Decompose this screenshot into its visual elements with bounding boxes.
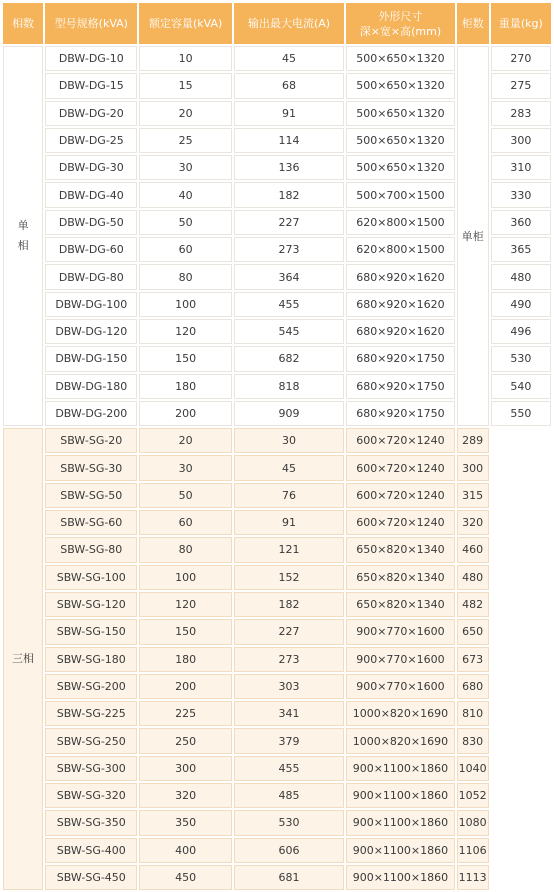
model-cell: SBW-SG-450 — [45, 865, 137, 890]
model-cell: SBW-SG-225 — [45, 701, 137, 726]
weight-cell: 530 — [491, 346, 551, 371]
weight-cell: 482 — [457, 592, 489, 617]
single-phase-group — [3, 46, 551, 426]
weight-cell: 283 — [491, 101, 551, 126]
table-row — [3, 865, 551, 890]
current-cell: 136 — [234, 155, 344, 180]
current-cell: 909 — [234, 401, 344, 426]
capacity-cell: 40 — [139, 182, 231, 207]
model-cell: DBW-DG-25 — [45, 128, 137, 153]
phase-label-three: 三相 — [3, 428, 43, 890]
weight-cell: 289 — [457, 428, 489, 453]
current-cell: 818 — [234, 374, 344, 399]
model-cell: SBW-SG-200 — [45, 674, 137, 699]
capacity-cell: 50 — [139, 483, 231, 508]
capacity-cell: 100 — [139, 565, 231, 590]
dimensions-cell: 620×800×1500 — [346, 237, 454, 262]
model-cell: SBW-SG-80 — [45, 537, 137, 562]
cabinet-cell: 单柜 — [457, 46, 489, 426]
table-row — [3, 619, 551, 644]
table-row — [3, 537, 551, 562]
dimensions-cell: 650×820×1340 — [346, 537, 454, 562]
current-cell: 273 — [234, 237, 344, 262]
capacity-cell: 200 — [139, 674, 231, 699]
model-cell: SBW-SG-120 — [45, 592, 137, 617]
capacity-cell: 250 — [139, 728, 231, 753]
dimensions-cell: 1000×820×1690 — [346, 728, 454, 753]
header-capacity: 额定容量(kVA) — [139, 3, 231, 44]
capacity-cell: 150 — [139, 619, 231, 644]
dimensions-cell: 500×650×1320 — [346, 101, 454, 126]
model-cell: DBW-DG-200 — [45, 401, 137, 426]
current-cell: 91 — [234, 101, 344, 126]
capacity-cell: 180 — [139, 374, 231, 399]
model-cell: SBW-SG-320 — [45, 783, 137, 808]
table-row — [3, 565, 551, 590]
current-cell: 45 — [234, 46, 344, 71]
weight-cell: 673 — [457, 647, 489, 672]
capacity-cell: 450 — [139, 865, 231, 890]
capacity-cell: 200 — [139, 401, 231, 426]
weight-cell: 1106 — [457, 838, 489, 863]
capacity-cell: 25 — [139, 128, 231, 153]
weight-cell: 1113 — [457, 865, 489, 890]
model-cell: DBW-DG-120 — [45, 319, 137, 344]
dimensions-cell: 600×720×1240 — [346, 428, 454, 453]
table-row — [3, 701, 551, 726]
weight-cell: 300 — [491, 128, 551, 153]
dimensions-cell: 600×720×1240 — [346, 455, 454, 480]
table-row — [3, 674, 551, 699]
current-cell: 455 — [234, 292, 344, 317]
current-cell: 182 — [234, 592, 344, 617]
dimensions-cell: 500×650×1320 — [346, 73, 454, 98]
current-cell: 681 — [234, 865, 344, 890]
current-cell: 91 — [234, 510, 344, 535]
capacity-cell: 120 — [139, 319, 231, 344]
header-current: 输出最大电流(A) — [234, 3, 344, 44]
header-dimensions-line1: 外形尺寸 — [378, 9, 423, 23]
capacity-cell: 30 — [139, 455, 231, 480]
current-cell: 114 — [234, 128, 344, 153]
dimensions-cell: 600×720×1240 — [346, 483, 454, 508]
current-cell: 152 — [234, 565, 344, 590]
weight-cell: 310 — [491, 155, 551, 180]
weight-cell: 490 — [491, 292, 551, 317]
weight-cell: 550 — [491, 401, 551, 426]
dimensions-cell: 500×650×1320 — [346, 46, 454, 71]
header-dimensions-line2: 深×宽×高(mm) — [359, 24, 442, 38]
header-weight: 重量(kg) — [491, 3, 551, 44]
current-cell: 379 — [234, 728, 344, 753]
dimensions-cell: 900×1100×1860 — [346, 810, 454, 835]
dimensions-cell: 680×920×1750 — [346, 346, 454, 371]
weight-cell: 830 — [457, 728, 489, 753]
capacity-cell: 10 — [139, 46, 231, 71]
model-cell: SBW-SG-400 — [45, 838, 137, 863]
current-cell: 364 — [234, 264, 344, 289]
spec-table-container — [1, 1, 553, 885]
table-row — [3, 756, 551, 781]
model-cell: SBW-SG-60 — [45, 510, 137, 535]
dimensions-cell: 900×1100×1860 — [346, 865, 454, 890]
capacity-cell: 120 — [139, 592, 231, 617]
table-row — [3, 428, 551, 453]
model-cell: SBW-SG-350 — [45, 810, 137, 835]
table-row — [3, 483, 551, 508]
weight-cell: 365 — [491, 237, 551, 262]
table-row — [3, 728, 551, 753]
capacity-cell: 100 — [139, 292, 231, 317]
capacity-cell: 80 — [139, 264, 231, 289]
weight-cell: 650 — [457, 619, 489, 644]
current-cell: 545 — [234, 319, 344, 344]
dimensions-cell: 680×920×1620 — [346, 319, 454, 344]
current-cell: 121 — [234, 537, 344, 562]
model-cell: SBW-SG-300 — [45, 756, 137, 781]
spec-table — [1, 1, 553, 892]
model-cell: SBW-SG-150 — [45, 619, 137, 644]
model-cell: DBW-DG-100 — [45, 292, 137, 317]
dimensions-cell: 650×820×1340 — [346, 592, 454, 617]
dimensions-cell: 680×920×1750 — [346, 401, 454, 426]
model-cell: DBW-DG-10 — [45, 46, 137, 71]
dimensions-cell: 500×650×1320 — [346, 155, 454, 180]
model-cell: SBW-SG-250 — [45, 728, 137, 753]
weight-cell: 275 — [491, 73, 551, 98]
dimensions-cell: 900×770×1600 — [346, 674, 454, 699]
table-row — [3, 838, 551, 863]
phase-label-single: 单 相 — [3, 46, 43, 426]
current-cell: 682 — [234, 346, 344, 371]
weight-cell: 330 — [491, 182, 551, 207]
dimensions-cell: 900×770×1600 — [346, 619, 454, 644]
capacity-cell: 50 — [139, 210, 231, 235]
dimensions-cell: 650×820×1340 — [346, 565, 454, 590]
model-cell: DBW-DG-30 — [45, 155, 137, 180]
header-model: 型号规格(kVA) — [45, 3, 137, 44]
current-cell: 182 — [234, 182, 344, 207]
current-cell: 606 — [234, 838, 344, 863]
model-cell: DBW-DG-80 — [45, 264, 137, 289]
capacity-cell: 300 — [139, 756, 231, 781]
dimensions-cell: 900×1100×1860 — [346, 783, 454, 808]
weight-cell: 540 — [491, 374, 551, 399]
current-cell: 227 — [234, 619, 344, 644]
table-row — [3, 783, 551, 808]
weight-cell: 300 — [457, 455, 489, 480]
model-cell: SBW-SG-20 — [45, 428, 137, 453]
weight-cell: 1052 — [457, 783, 489, 808]
weight-cell: 360 — [491, 210, 551, 235]
weight-cell: 460 — [457, 537, 489, 562]
model-cell: DBW-DG-40 — [45, 182, 137, 207]
header-row — [3, 3, 551, 44]
weight-cell: 320 — [457, 510, 489, 535]
weight-cell: 480 — [457, 565, 489, 590]
model-cell: DBW-DG-20 — [45, 101, 137, 126]
table-row — [3, 592, 551, 617]
capacity-cell: 80 — [139, 537, 231, 562]
model-cell: DBW-DG-50 — [45, 210, 137, 235]
weight-cell: 496 — [491, 319, 551, 344]
model-cell: SBW-SG-30 — [45, 455, 137, 480]
header-cabinet: 柜数 — [457, 3, 489, 44]
capacity-cell: 30 — [139, 155, 231, 180]
capacity-cell: 60 — [139, 510, 231, 535]
model-cell: DBW-DG-60 — [45, 237, 137, 262]
weight-cell: 480 — [491, 264, 551, 289]
dimensions-cell: 680×920×1620 — [346, 264, 454, 289]
dimensions-cell: 900×1100×1860 — [346, 756, 454, 781]
current-cell: 455 — [234, 756, 344, 781]
header-dimensions — [346, 3, 454, 44]
capacity-cell: 20 — [139, 101, 231, 126]
dimensions-cell: 900×770×1600 — [346, 647, 454, 672]
capacity-cell: 400 — [139, 838, 231, 863]
current-cell: 30 — [234, 428, 344, 453]
table-row — [3, 46, 551, 71]
current-cell: 530 — [234, 810, 344, 835]
weight-cell: 270 — [491, 46, 551, 71]
weight-cell: 810 — [457, 701, 489, 726]
capacity-cell: 180 — [139, 647, 231, 672]
weight-cell: 1040 — [457, 756, 489, 781]
dimensions-cell: 500×650×1320 — [346, 128, 454, 153]
model-cell: SBW-SG-180 — [45, 647, 137, 672]
table-header — [3, 3, 551, 44]
model-cell: DBW-DG-180 — [45, 374, 137, 399]
dimensions-cell: 1000×820×1690 — [346, 701, 454, 726]
table-row — [3, 647, 551, 672]
capacity-cell: 15 — [139, 73, 231, 98]
capacity-cell: 225 — [139, 701, 231, 726]
model-cell: DBW-DG-15 — [45, 73, 137, 98]
capacity-cell: 60 — [139, 237, 231, 262]
dimensions-cell: 620×800×1500 — [346, 210, 454, 235]
current-cell: 76 — [234, 483, 344, 508]
dimensions-cell: 500×700×1500 — [346, 182, 454, 207]
header-phase: 相数 — [3, 3, 43, 44]
weight-cell: 315 — [457, 483, 489, 508]
dimensions-cell: 680×920×1750 — [346, 374, 454, 399]
current-cell: 68 — [234, 73, 344, 98]
model-cell: SBW-SG-50 — [45, 483, 137, 508]
current-cell: 303 — [234, 674, 344, 699]
current-cell: 341 — [234, 701, 344, 726]
current-cell: 45 — [234, 455, 344, 480]
capacity-cell: 150 — [139, 346, 231, 371]
capacity-cell: 20 — [139, 428, 231, 453]
table-row — [3, 455, 551, 480]
model-cell: DBW-DG-150 — [45, 346, 137, 371]
model-cell: SBW-SG-100 — [45, 565, 137, 590]
dimensions-cell: 900×1100×1860 — [346, 838, 454, 863]
weight-cell: 1080 — [457, 810, 489, 835]
capacity-cell: 320 — [139, 783, 231, 808]
three-phase-group — [3, 428, 551, 890]
capacity-cell: 350 — [139, 810, 231, 835]
dimensions-cell: 600×720×1240 — [346, 510, 454, 535]
weight-cell: 680 — [457, 674, 489, 699]
table-row — [3, 510, 551, 535]
current-cell: 227 — [234, 210, 344, 235]
current-cell: 273 — [234, 647, 344, 672]
table-row — [3, 810, 551, 835]
current-cell: 485 — [234, 783, 344, 808]
dimensions-cell: 680×920×1620 — [346, 292, 454, 317]
